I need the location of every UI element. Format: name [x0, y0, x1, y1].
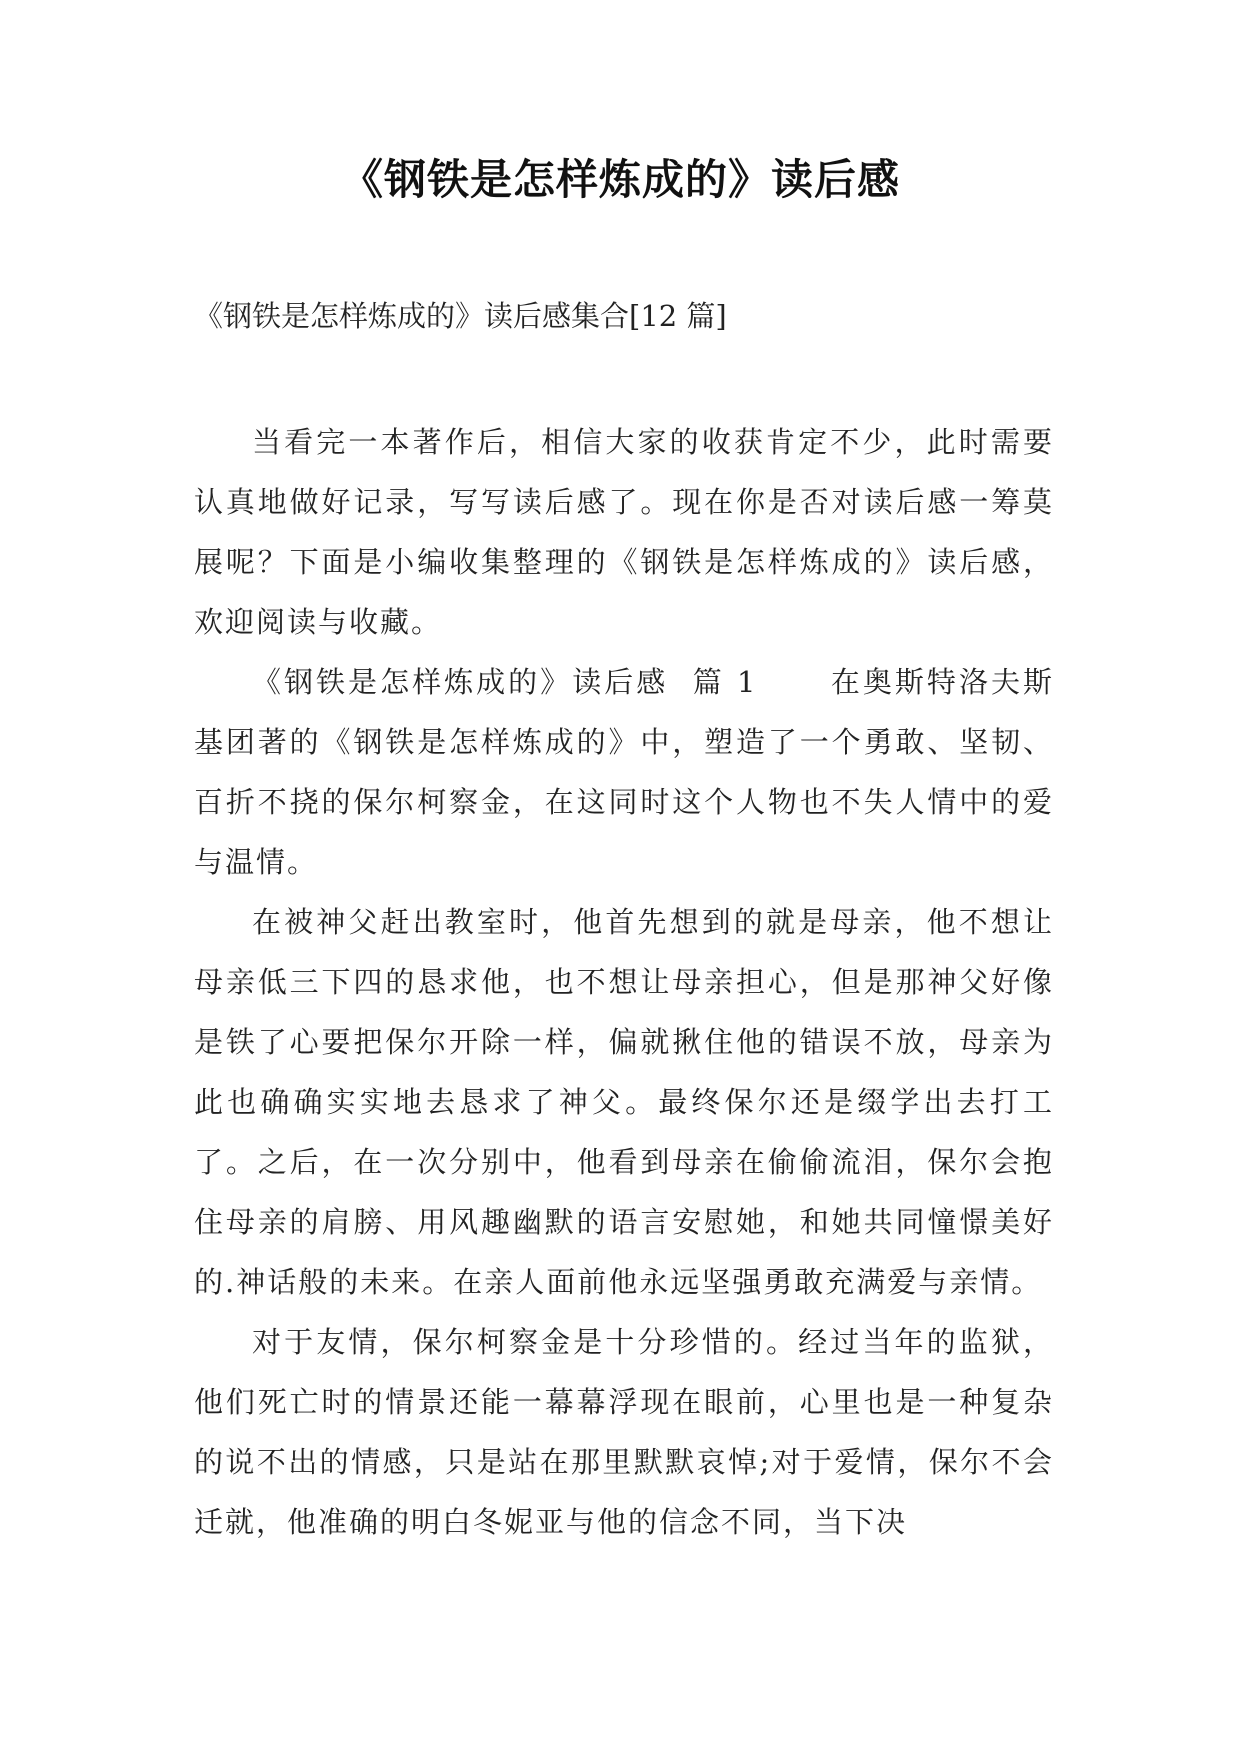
paragraph-chapter-1-opening: 《钢铁是怎样炼成的》读后感 篇 1 在奥斯特洛夫斯基团著的《钢铁是怎样炼成的》中，塑造了一个勇敢、坚韧、百折不挠的保尔柯察金，在这同时这个人物也不失人情中的爱与温情。	[194, 665, 1054, 879]
document-subtitle: 《钢铁是怎样炼成的》读后感集合[12 篇]	[194, 299, 727, 333]
paragraph-intro: 当看完一本著作后，相信大家的收获肯定不少，此时需要认真地做好记录，写写读后感了。现在你是否对读后感一筹莫展呢？下面是小编收集整理的《钢铁是怎样炼成的》读后感，欢迎阅读与收藏。	[194, 425, 1054, 639]
page-title: 《钢铁是怎样炼成的》读后感	[340, 155, 900, 204]
paragraph-mother: 在被神父赶出教室时，他首先想到的就是母亲，他不想让母亲低三下四的恳求他，也不想让母亲担心，但是那神父好像是铁了心要把保尔开除一样，偏就揪住他的错误不放，母亲为此也确确实实地去恳求了神父。最终保尔还是缀学出去打工了。之后，在一次分别中，他看到母亲在偷偷流泪，保尔会抱住母亲的肩膀、用风趣幽默的语言安慰她，和她共同憧憬美好的.神话般的未来。在亲人面前他永远坚强勇敢充满爱与亲情。	[194, 905, 1054, 1299]
paragraph-friendship: 对于友情，保尔柯察金是十分珍惜的。经过当年的监狱，他们死亡时的情景还能一幕幕浮现在眼前，心里也是一种复杂的说不出的情感，只是站在那里默默哀悼;对于爱情，保尔不会迁就，他准确的明白冬妮亚与他的信念不同，当下决	[194, 1325, 1054, 1539]
document-body	[194, 412, 1054, 1552]
